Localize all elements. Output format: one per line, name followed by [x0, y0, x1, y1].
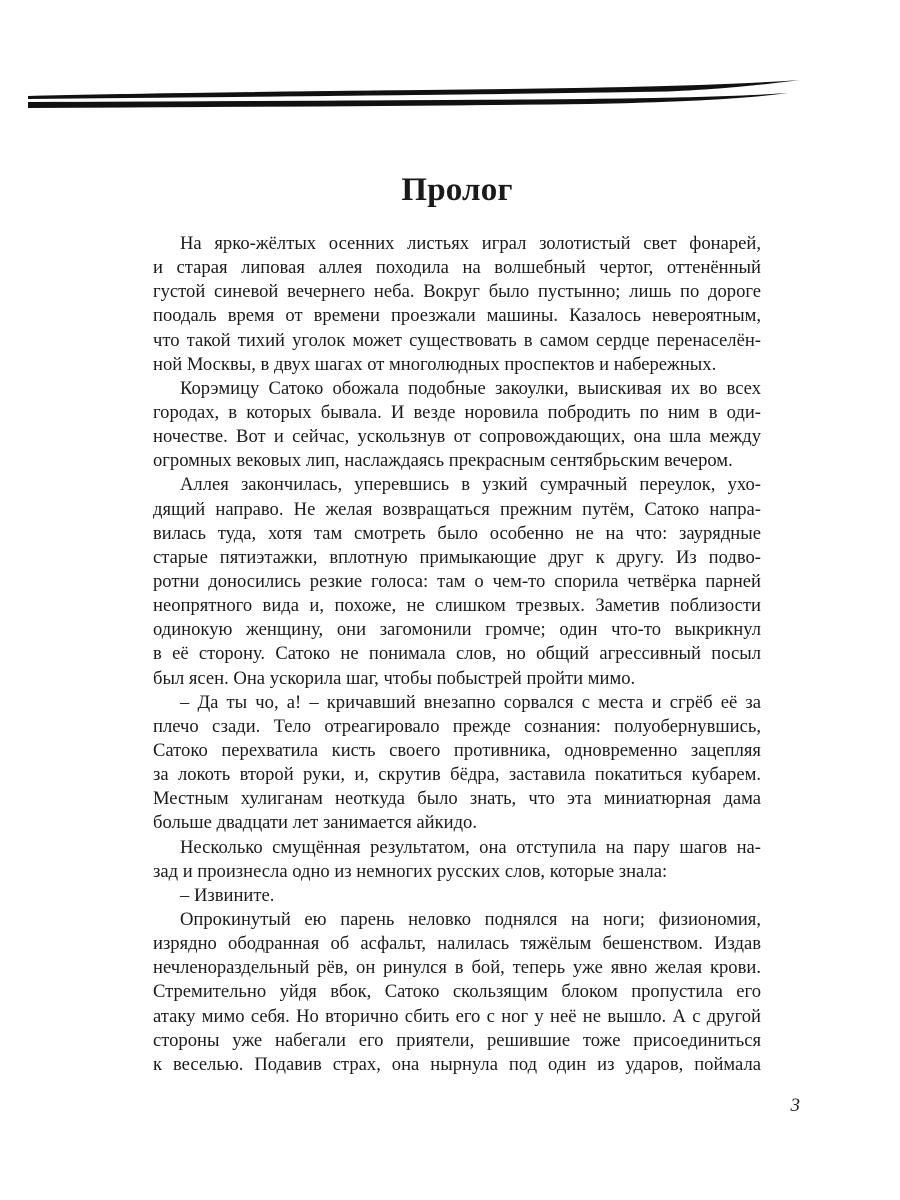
text-line: и старая липовая аллея походила на волшебный чертог, оттенённый [153, 257, 761, 279]
text-line: зад и произнесла одно из немногих русских слов, которые знала: [153, 860, 668, 882]
text-line: Стремительно уйдя вбок, Сатоко скользящим блоком пропустила его [153, 981, 761, 1003]
text-line: Аллея закончилась, уперевшись в узкий сумрачный переулок, ухо- [180, 474, 761, 496]
text-line: неопрятного вида и, похоже, не слишком трезвых. Заметив поблизости [153, 595, 761, 617]
text-line: поодаль время от времени проезжали машины. Казалось невероятным, [153, 305, 761, 327]
text-line: вилась туда, хотя там смотреть было особенно не на что: заурядные [153, 522, 761, 544]
text-line: нечленораздельный рёв, он ринулся в бой, теперь уже явно желая крови. [153, 957, 761, 979]
text-line: городах, в которых бывала. И везде норовила побродить по ним в оди- [153, 401, 761, 423]
text-line: – Да ты чо, а! – кричавший внезапно сорвался с места и сгрёб её за [180, 691, 761, 713]
text-line: Несколько смущённая результатом, она отступила на пару шагов на- [180, 836, 761, 858]
text-line: ной Москвы, в двух шагах от многолюдных проспектов и набережных. [153, 353, 717, 375]
text-line: изрядно ободранная об асфальт, налилась тяжёлым бешенством. Издав [153, 933, 761, 955]
text-line: густой синевой вечернего неба. Вокруг было пустынно; лишь по дороге [153, 281, 761, 303]
text-line: в её сторону. Сатоко не понимала слов, но общий агрессивный посыл [153, 643, 761, 665]
text-line: огромных вековых лип, наслаждаясь прекрасным сентябрьским вечером. [153, 450, 733, 472]
swoosh-upper [28, 80, 800, 99]
text-line: больше двадцати лет занимается айкидо. [153, 812, 477, 834]
text-line: ночестве. Вот и сейчас, ускользнув от сопровождающих, она шла между [153, 426, 761, 448]
text-line: дящий направо. Не желая возвращаться прежним путём, Сатоко напра- [153, 498, 761, 520]
chapter-title: Пролог [401, 172, 513, 208]
text-line: за локоть второй руки, и, скрутив бёдра, заставила покатиться кубарем. [153, 764, 761, 786]
text-line: что такой тихий уголок может существовать в самом сердце перенаселён- [153, 329, 761, 351]
text-line: Корэмицу Сатоко обожала подобные закоулки, выискивая их во всех [180, 377, 761, 399]
text-line: На ярко-жёлтых осенних листьях играл золотистый свет фонарей, [180, 233, 761, 254]
text-line: одинокую женщину, они загомонили громче; один что-то выкрикнул [153, 619, 761, 641]
header-ornament-rule [28, 80, 800, 112]
text-line: ротни доносились резкие голоса: там о чем-то спорила четвёрка парней [153, 570, 761, 592]
text-line: к веселью. Подавив страх, она нырнула под один из ударов, поймала [153, 1053, 761, 1075]
prose-body [153, 232, 761, 1077]
text-line: Местным хулиганам неоткуда было знать, что эта миниатюрная дама [153, 788, 761, 810]
text-line: стороны уже набегали его приятели, решившие тоже присоединиться [153, 1029, 761, 1051]
text-line: Сатоко перехватила кисть своего противника, одновременно зацепляя [153, 739, 761, 761]
page-number: 3 [790, 1095, 800, 1116]
text-line: плечо сзади. Тело отреагировало прежде сознания: полуобернувшись, [153, 715, 761, 737]
text-line: – Извините. [180, 884, 275, 906]
text-line: атаку мимо себя. Но вторично сбить его с ног у неё не вышло. А с другой [153, 1005, 761, 1027]
text-line: старые пятиэтажки, вплотную примыкающие друг к другу. Из подво- [153, 546, 761, 568]
text-line: Опрокинутый ею парень неловко поднялся на ноги; физиономия, [180, 908, 761, 930]
text-line: был ясен. Она ускорила шаг, чтобы побыстрей пройти мимо. [153, 667, 636, 689]
